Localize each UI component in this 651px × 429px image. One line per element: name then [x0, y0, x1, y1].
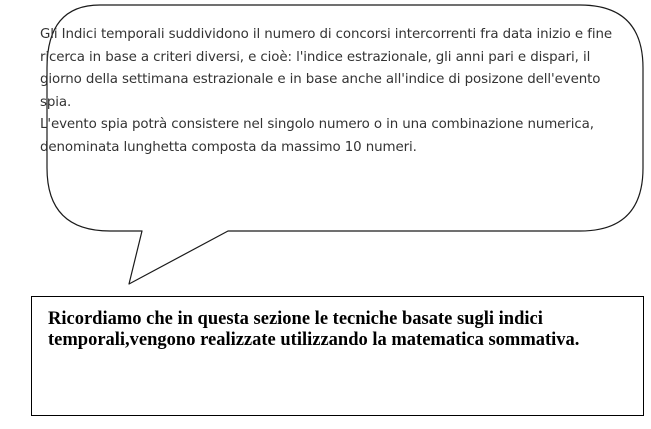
bubble-paragraph-indici: Gli Indici temporali suddividono il numero di concorsi intercorrenti fra data inizio e fine ricerca in base a criteri diversi, e cioè: l'indice estrazionale, gli anni pari e dispari, il giorno della settimana estrazionale e in base anche all'indice di posizone dell'evento spia.: [40, 27, 612, 110]
note-text: Ricordiamo che in questa sezione le tecniche basate sugli indici temporali,vengono realizzate utilizzando la matematica sommativa.: [48, 309, 580, 350]
note-box: [31, 296, 644, 416]
bubble-paragraph-evento-spia: L'evento spia potrà consistere nel singolo numero o in una combinazione numerica, denominata lunghetta composta da massimo 10 numeri.: [40, 117, 594, 155]
speech-bubble-content: [40, 24, 620, 159]
